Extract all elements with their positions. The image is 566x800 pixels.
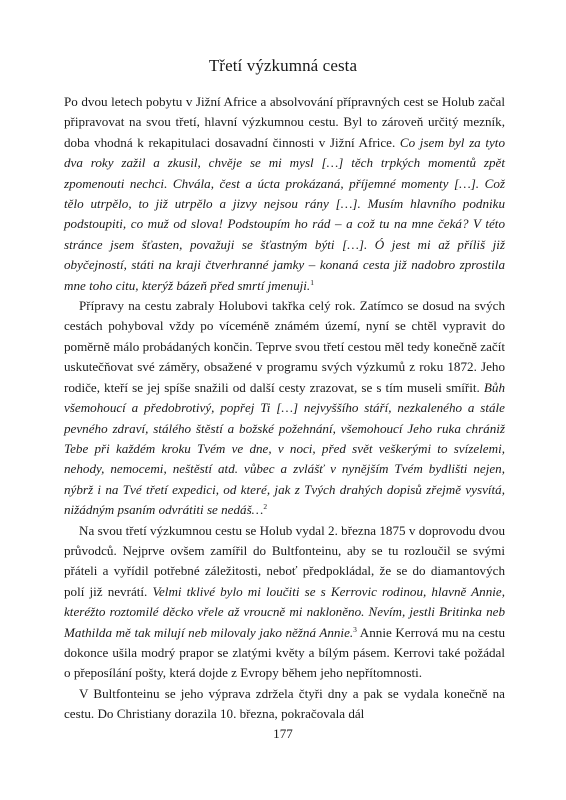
body-text [64, 92, 505, 725]
paragraph [64, 296, 505, 520]
paragraph [64, 684, 505, 725]
footnote-marker: 1 [310, 277, 314, 287]
footnote-marker: 2 [263, 502, 268, 512]
chapter-title: Třetí výzkumná cesta [208, 56, 358, 75]
narrative-text: Na svou třetí výzkumnou cestu se Holub vydal 2. března 1875 v doprovodu dvou průvodců. Nejprve ovšem zamířil do Bultfonteinu, aby se tu rozloučil se svými přáteli a vyřídil potřebné záležitosti, neboť předpokládal, že se do diamantových polí již nevrátí. [64, 522, 505, 599]
paragraph [64, 521, 505, 684]
quotation-text: Co jsem byl za tyto dva roky zažil a zkusil, chvěje se mi mysl […] těch trpkých momentů zpět zpomenouti nechci. Chvála, čest a úcta prokázaná, příjemné momenty […]. Což tělo utrpělo, to již utrpělo a jizvy nejsou rány […]. Musím hlavního podniku podstoupiti, co muž od slova! Podstoupím ho rád – a což tu na mne čeká? V této stránce jsem šťasten, považuji se šťastným býti […]. Ó jest mi až příliš již obyčejností, státi na kraji čtverhranné jamky – konaná cesta již nadobro zprostila mne toho citu, kterýž bázeň před smrtí jmenuji. [64, 134, 505, 293]
page-number: 177 [273, 726, 293, 741]
quotation-text: Velmi tklivé bylo mi loučiti se s Kerrovic rodinou, hlavně Annie, kteréžto roztomilé děcko vřele až vroucně mi nakloněno. Nevím, jestli Britinka neb Mathilda mě tak milují neb milovaly jako něžná Annie. [64, 583, 506, 640]
paragraph [64, 92, 505, 296]
narrative-text: Přípravy na cestu zabraly Holubovi takřka celý rok. Zatímco se dosud na svých cestách pohyboval vždy po víceméně známém území, nyní se chtěl vypravit do poměrně málo probádaných končin. Teprve svou třetí cestou měl tedy konečně začít uskutečňovat své záměry, obsažené v programu svých výzkumů z roku 1872. Jeho rodiče, kteří se jej spíše snažili od další cesty zrazovat, se s tím museli smířit. [64, 298, 505, 395]
narrative-text: Po dvou letech pobytu v Jižní Africe a absolvování přípravných cest se Holub začal připravovat na svou třetí, hlavní výzkumnou cestu. Byl to zároveň určitý mezník, doba vhodná k rekapitulaci dosavadní činnosti v Jižní Africe. [64, 94, 505, 150]
quotation-text: Bůh všemohoucí a předobrotivý, popřej Ti […] nejvyššího stáří, nezkaleného a stále pevného zdraví, stálého štěstí a božské požehnání, všemohoucí Jeho ruka chrániž Tebe při každém kroku Tvém ve dne, v noci, před svět veškerými to svízelemi, nehody, nemocemi, neštěstí atd. vůbec a zvlášť v nynějším Tvém bydlišti nejen, nýbrž i na Tvé třetí expedici, od které, jak z Tvých drahých dopisů zřejmě vysvítá, nižádným psaním odvrátiti se nedáš… [64, 379, 505, 518]
narrative-text: Annie Kerrová mu na cestu dokonce ušila modrý prapor se zlatými květy a bílým pásem. Kerrovi také požádal o přeposílání pošty, která dojde z Evropy během jeho nepřítomnosti. [64, 624, 505, 681]
narrative-text: V Bultfonteinu se jeho výprava zdržela čtyři dny a pak se vydala konečně na cestu. Do Christiany dorazila 10. března, pokračovala dál [64, 685, 505, 722]
footnote-marker: 3 [353, 624, 357, 634]
